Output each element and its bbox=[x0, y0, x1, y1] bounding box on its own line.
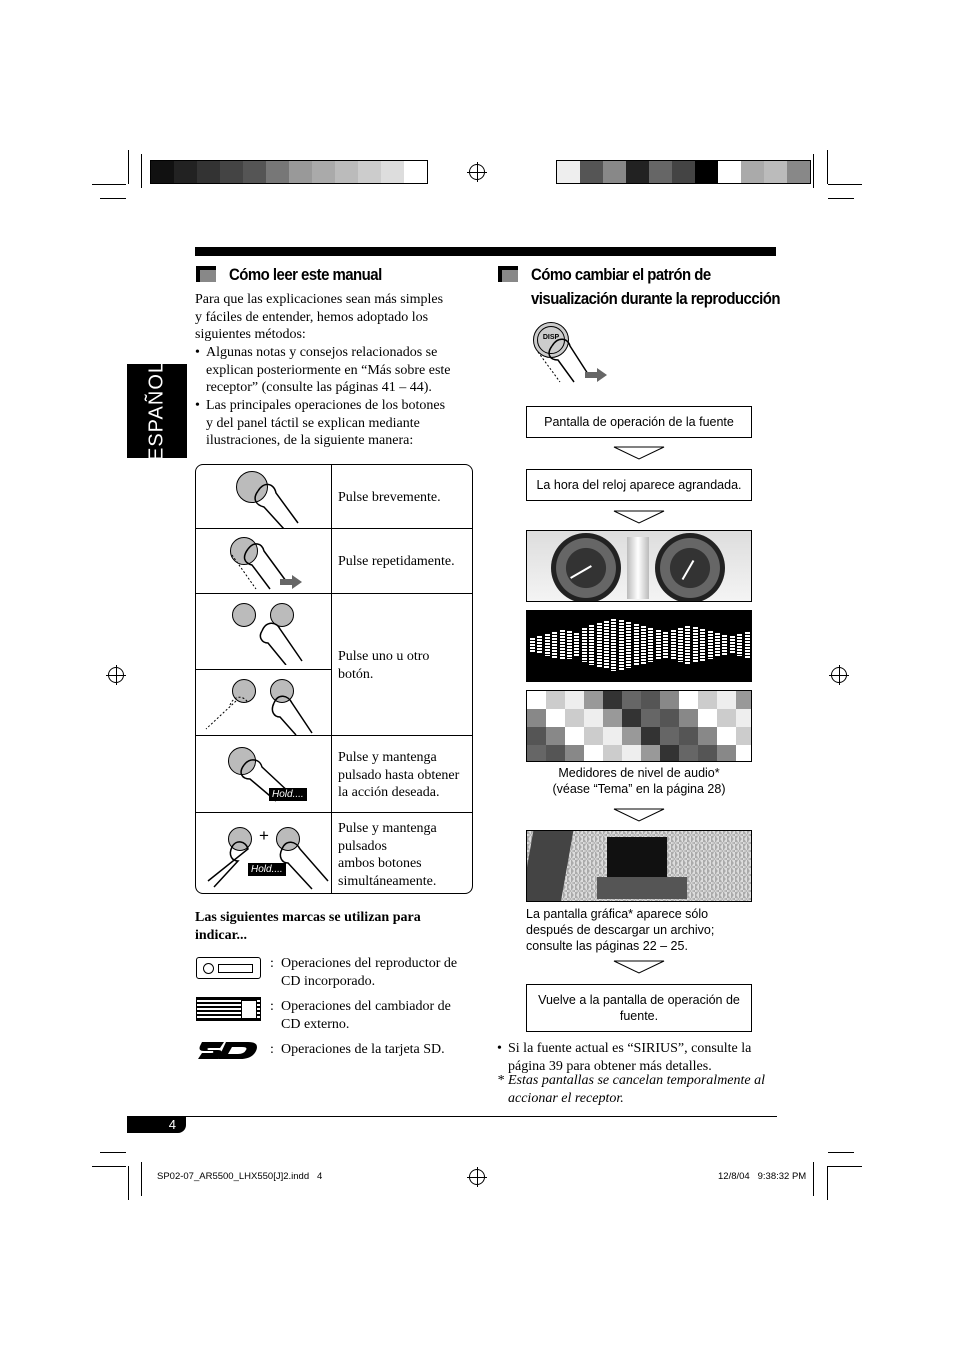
eq-bar bbox=[700, 629, 705, 661]
language-tab-label: ESPAÑOL bbox=[145, 361, 168, 461]
checker-cell bbox=[622, 691, 641, 709]
color-swatch bbox=[151, 161, 174, 183]
crop-mark bbox=[100, 1152, 126, 1153]
graphic-caption bbox=[526, 906, 756, 954]
checker-cell bbox=[527, 745, 546, 762]
display-step-box bbox=[526, 406, 752, 438]
checker-cell bbox=[679, 745, 698, 762]
bullet-line: Las principales operaciones de los botones bbox=[206, 398, 446, 413]
eq-bar bbox=[737, 634, 742, 656]
crop-mark bbox=[828, 1166, 862, 1167]
down-arrow-icon bbox=[613, 960, 665, 974]
checker-cell bbox=[546, 745, 565, 762]
bullet-item: • Las principales operaciones de los botones y del panel táctil se explican mediante ilustraciones, de la siguiente manera: bbox=[195, 397, 470, 450]
finger-icon bbox=[530, 332, 590, 384]
color-swatch bbox=[787, 161, 810, 183]
registration-mark-icon bbox=[831, 667, 847, 683]
checker-cell bbox=[546, 727, 565, 745]
color-bar-right bbox=[556, 160, 811, 184]
mark-description: : Operaciones del cambiador de CD externo. bbox=[270, 999, 451, 1032]
mark-description: : Operaciones de la tarjeta SD. bbox=[270, 1042, 445, 1057]
arrow-right-icon bbox=[280, 575, 302, 589]
eq-bar bbox=[589, 625, 594, 665]
crop-mark bbox=[92, 184, 126, 185]
table-text bbox=[338, 489, 441, 507]
footnote-line: accionar el receptor. bbox=[508, 1090, 624, 1106]
checker-cell bbox=[660, 745, 679, 762]
eq-bar bbox=[574, 633, 579, 657]
section-marker-icon bbox=[196, 266, 216, 282]
crop-mark bbox=[128, 150, 129, 184]
right-title-line: visualización durante la reproducción bbox=[531, 289, 780, 308]
color-swatch bbox=[220, 161, 243, 183]
eq-bar bbox=[634, 624, 639, 666]
checker-cell bbox=[698, 727, 717, 745]
checker-cell bbox=[584, 709, 603, 727]
checker-cell bbox=[603, 709, 622, 727]
step-text: Pantalla de operación de la fuente bbox=[544, 415, 734, 429]
display-step-box bbox=[526, 984, 752, 1032]
crop-mark bbox=[141, 1162, 142, 1196]
eq-bar bbox=[648, 628, 653, 662]
color-swatch bbox=[289, 161, 312, 183]
mark-line: Operaciones del reproductor de bbox=[281, 956, 458, 971]
caption-line: Medidores de nivel de audio* bbox=[558, 766, 720, 780]
disp-label: DISP bbox=[542, 334, 560, 341]
table-line: botón. bbox=[338, 666, 374, 682]
step-text: La hora del reloj aparece agrandada. bbox=[536, 478, 742, 492]
marks-title-line: indicar... bbox=[195, 927, 247, 943]
eq-bar bbox=[611, 619, 616, 671]
color-swatch bbox=[335, 161, 358, 183]
eq-bar bbox=[693, 627, 698, 663]
checker-cell bbox=[622, 709, 641, 727]
table-line: Pulse repetidamente. bbox=[338, 554, 455, 569]
checker-cell bbox=[584, 691, 603, 709]
mark-line: Operaciones del cambiador de bbox=[281, 999, 451, 1014]
checker-cell bbox=[641, 727, 660, 745]
table-line: Pulse brevemente. bbox=[338, 490, 441, 505]
step-text: Vuelve a la pantalla de operación de bbox=[538, 993, 740, 1007]
checker-cell bbox=[565, 727, 584, 745]
checker-cell bbox=[736, 709, 752, 727]
color-swatch bbox=[243, 161, 266, 183]
color-swatch bbox=[626, 161, 649, 183]
table-text bbox=[338, 820, 437, 890]
checker-cell bbox=[717, 745, 736, 762]
mark-line: Operaciones de la tarjeta SD. bbox=[281, 1042, 445, 1057]
table-line: Pulse y mantenga bbox=[338, 750, 437, 765]
caption-line: después de descargar un archivo; bbox=[526, 923, 715, 937]
checker-cell bbox=[660, 727, 679, 745]
eq-bar bbox=[671, 630, 676, 660]
checker-cell bbox=[641, 745, 660, 762]
table-text bbox=[338, 648, 429, 683]
checker-cell bbox=[698, 709, 717, 727]
checker-cell bbox=[603, 727, 622, 745]
color-swatch bbox=[266, 161, 289, 183]
marks-title bbox=[195, 909, 421, 944]
eq-bar bbox=[685, 626, 690, 664]
crop-mark bbox=[828, 184, 862, 185]
right-title-line: Cómo cambiar el patrón de bbox=[531, 265, 711, 284]
checker-cell bbox=[584, 745, 603, 762]
page-number: 4 bbox=[168, 1117, 176, 1132]
checker-cell bbox=[546, 691, 565, 709]
eq-bar bbox=[715, 633, 720, 657]
crop-mark bbox=[827, 1166, 828, 1200]
note-line: página 39 para obtener más detalles. bbox=[508, 1058, 712, 1074]
finger-icon bbox=[246, 481, 306, 529]
checker-cell bbox=[622, 727, 641, 745]
table-line: pulsado hasta obtener bbox=[338, 767, 460, 783]
crop-mark bbox=[827, 150, 828, 184]
color-swatch bbox=[580, 161, 603, 183]
display-step-box bbox=[526, 469, 752, 501]
checker-cell bbox=[660, 709, 679, 727]
crop-mark bbox=[92, 1166, 126, 1167]
marks-title-line: Las siguientes marcas se utilizan para bbox=[195, 910, 421, 925]
color-swatch bbox=[649, 161, 672, 183]
button-illustration bbox=[232, 603, 256, 627]
checker-cell bbox=[565, 709, 584, 727]
table-line: la acción deseada. bbox=[338, 785, 440, 800]
note-line: Si la fuente actual es “SIRIUS”, consulte la bbox=[508, 1041, 752, 1056]
color-swatch bbox=[557, 161, 580, 183]
intro-line: Para que las explicaciones sean más simples bbox=[195, 292, 444, 307]
eq-bar bbox=[641, 626, 646, 664]
crop-mark bbox=[100, 198, 126, 199]
down-arrow-icon bbox=[613, 446, 665, 460]
eq-bar bbox=[656, 630, 661, 660]
color-bar-left bbox=[150, 160, 428, 184]
bullet-line: receptor” (consulte las páginas 41 – 44). bbox=[206, 380, 432, 395]
button-operation-table bbox=[195, 464, 473, 894]
color-swatch bbox=[174, 161, 197, 183]
color-swatch bbox=[695, 161, 718, 183]
eq-bar bbox=[708, 631, 713, 659]
checker-cell bbox=[622, 745, 641, 762]
eq-bar bbox=[730, 636, 735, 654]
eq-bar bbox=[537, 636, 542, 654]
checker-cell bbox=[565, 745, 584, 762]
checker-cell bbox=[698, 745, 717, 762]
table-line: pulsados bbox=[338, 838, 387, 854]
checker-cell bbox=[717, 691, 736, 709]
cd-player-icon bbox=[196, 957, 261, 979]
step-text: fuente. bbox=[619, 1009, 659, 1023]
hold-label: Hold.... bbox=[269, 788, 307, 801]
footer-file: SP02-07_AR5500_LHX550[J]2.indd 4 bbox=[157, 1171, 323, 1182]
eq-bar bbox=[545, 634, 550, 656]
checker-cell bbox=[698, 691, 717, 709]
hold-label: Hold.... bbox=[248, 863, 286, 876]
left-section-title: Cómo leer este manual bbox=[229, 265, 382, 284]
table-text bbox=[338, 553, 455, 571]
level-bars-screen-image bbox=[526, 610, 752, 682]
bullet-line: Algunas notas y consejos relacionados se bbox=[206, 345, 438, 360]
checker-cell bbox=[603, 691, 622, 709]
registration-mark-icon bbox=[108, 667, 124, 683]
eq-bar bbox=[722, 635, 727, 655]
color-swatch bbox=[672, 161, 695, 183]
caption-line: La pantalla gráfica* aparece sólo bbox=[526, 907, 709, 921]
caption-line: consulte las páginas 22 – 25. bbox=[526, 939, 688, 953]
bullet-line: explican posteriormente en “Más sobre este bbox=[206, 362, 451, 378]
checker-cell bbox=[717, 709, 736, 727]
intro-line: y fáciles de entender, hemos adoptado los bbox=[195, 309, 429, 325]
crop-mark bbox=[813, 1162, 814, 1196]
sd-card-icon bbox=[196, 1038, 262, 1062]
crop-mark bbox=[128, 1166, 129, 1200]
arrow-right-icon bbox=[585, 368, 607, 382]
table-line: Pulse y mantenga bbox=[338, 821, 437, 836]
meter-screen-image bbox=[526, 530, 752, 602]
checker-cell bbox=[679, 691, 698, 709]
checker-cell bbox=[736, 745, 752, 762]
checker-cell bbox=[527, 727, 546, 745]
eq-bar bbox=[582, 628, 587, 662]
color-swatch bbox=[197, 161, 220, 183]
eq-bar bbox=[604, 621, 609, 669]
mark-line: CD externo. bbox=[281, 1016, 350, 1032]
bottom-rule bbox=[127, 1116, 777, 1117]
crop-mark bbox=[141, 154, 142, 188]
checker-cell bbox=[527, 709, 546, 727]
eq-bar bbox=[567, 631, 572, 659]
color-swatch bbox=[718, 161, 741, 183]
checker-cell bbox=[641, 709, 660, 727]
meters-caption bbox=[526, 765, 752, 797]
color-swatch bbox=[764, 161, 787, 183]
checker-cell bbox=[641, 691, 660, 709]
checker-cell bbox=[527, 691, 546, 709]
plus-icon: + bbox=[259, 826, 269, 845]
checker-cell bbox=[679, 727, 698, 745]
eq-bar bbox=[560, 630, 565, 660]
eq-bar bbox=[678, 628, 683, 662]
footnote-line: Estas pantallas se cancelan temporalmente al bbox=[508, 1073, 766, 1088]
caption-line: (véase “Tema” en la página 28) bbox=[552, 782, 726, 796]
mark-description: : Operaciones del reproductor de CD incorporado. bbox=[270, 956, 458, 989]
table-line: ambos botones bbox=[338, 856, 422, 871]
graphic-screen-image bbox=[526, 830, 752, 902]
intro-text bbox=[195, 291, 470, 344]
crop-mark bbox=[828, 198, 854, 199]
registration-mark-icon bbox=[469, 1169, 485, 1185]
table-line: simultáneamente. bbox=[338, 873, 437, 889]
color-swatch bbox=[404, 161, 427, 183]
note-bullet: • Si la fuente actual es “SIRIUS”, consulte la página 39 para obtener más detalles. bbox=[497, 1040, 777, 1075]
eq-bar bbox=[597, 623, 602, 667]
cd-changer-icon bbox=[196, 997, 261, 1021]
color-swatch bbox=[312, 161, 335, 183]
bullet-line: ilustraciones, de la siguiente manera: bbox=[206, 433, 414, 448]
table-line: Pulse uno u otro bbox=[338, 649, 430, 664]
checker-cell bbox=[546, 709, 565, 727]
checker-cell bbox=[717, 727, 736, 745]
down-arrow-icon bbox=[613, 510, 665, 524]
eq-bar bbox=[552, 632, 557, 658]
finger-icon bbox=[256, 615, 316, 665]
bullet-item: • Algunas notas y consejos relacionados se explican posteriormente en “Más sobre este receptor” (consulte las páginas 41 – 44). bbox=[195, 344, 470, 397]
checker-screen-image bbox=[526, 690, 752, 762]
color-swatch bbox=[381, 161, 404, 183]
checker-cell bbox=[565, 691, 584, 709]
color-swatch bbox=[741, 161, 764, 183]
checker-cell bbox=[603, 745, 622, 762]
eq-bar bbox=[619, 620, 624, 670]
checker-cell bbox=[736, 727, 752, 745]
eq-bar bbox=[626, 622, 631, 668]
footer-stamp: 12/8/04 9:38:32 PM bbox=[718, 1171, 807, 1182]
eq-bar bbox=[745, 632, 750, 658]
crop-mark bbox=[813, 154, 814, 188]
eq-bar bbox=[663, 632, 668, 658]
checker-cell bbox=[660, 691, 679, 709]
registration-mark-icon bbox=[469, 164, 485, 180]
eq-bar bbox=[530, 638, 535, 652]
language-tab bbox=[127, 361, 187, 461]
color-swatch bbox=[603, 161, 626, 183]
checker-cell bbox=[736, 691, 752, 709]
section-marker-icon bbox=[498, 266, 518, 282]
table-text bbox=[338, 749, 459, 802]
bullet-line: y del panel táctil se explican mediante bbox=[206, 415, 420, 431]
down-arrow-icon bbox=[613, 808, 665, 822]
right-section-title bbox=[531, 263, 780, 311]
finger-icon bbox=[200, 689, 330, 735]
checker-cell bbox=[679, 709, 698, 727]
crop-mark bbox=[828, 1152, 854, 1153]
intro-line: siguientes métodos: bbox=[195, 327, 306, 342]
top-rule bbox=[195, 247, 776, 256]
page-number-tab bbox=[127, 1117, 186, 1133]
mark-line: CD incorporado. bbox=[281, 973, 376, 989]
checker-cell bbox=[584, 727, 603, 745]
color-swatch bbox=[358, 161, 381, 183]
footnote: * Estas pantallas se cancelan temporalmente al accionar el receptor. bbox=[497, 1072, 782, 1107]
